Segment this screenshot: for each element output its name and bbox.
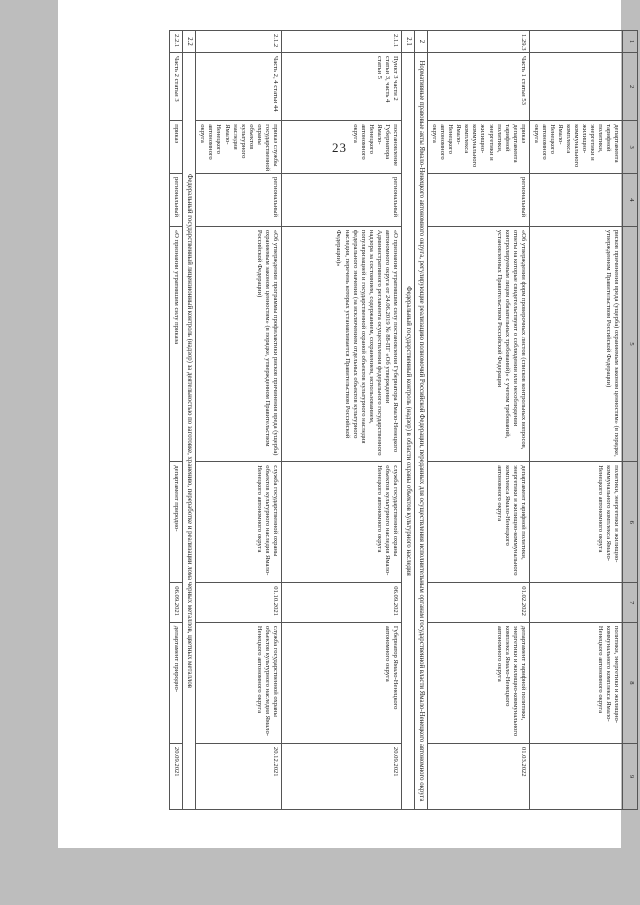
cell-basis: Часть 1 статьи 53: [428, 53, 529, 121]
cell-level: региональный: [170, 174, 183, 227]
table-row: [170, 31, 183, 810]
cell-date: 20.12.2021: [196, 743, 281, 809]
cell-date: 06.09.2021: [281, 583, 401, 623]
cell-date: 06.09.2021: [170, 583, 183, 623]
cell-level: [529, 174, 622, 227]
table-row: [529, 31, 622, 810]
table-row: [196, 31, 281, 810]
cell-level: региональный: [428, 174, 529, 227]
col-header: 8: [623, 622, 638, 743]
cell-act-type: департамента тарифной политики, энергетики и жилищно-коммунального комплекса Ямало-Ненецкого автономного округа: [529, 121, 622, 174]
section-number: 2: [415, 31, 428, 53]
col-header: 7: [623, 583, 638, 623]
document-page: [58, 0, 635, 848]
cell-responsible: департамент природно-: [170, 622, 183, 743]
cell-level: региональный: [281, 174, 401, 227]
cell-act-type: приказ службы государственной охраны объектов культурного наследия Ямало-Ненецкого автономного округа: [196, 121, 281, 174]
cell-name: «О признании утратившим силу постановления Губернатора Ямало-Ненецкого автономного округа от 24.06.2019 № 88-ПГ «Об утверждении Административного регламента осуществления федерального государственного надзора за состоянием, содержанием, сохранением, использованием, популяризацией и государственной охраной объектов культурного наследия федерального значения (за исключением отдельных объектов культурного наследия, перечень которых устанавливается Правительством Российской Федерации)»: [281, 226, 401, 461]
cell-date: 01.02.2022: [428, 583, 529, 623]
cell-basis: Часть 2, 4 статьи 44: [196, 53, 281, 121]
legislation-table: [169, 30, 638, 810]
cell-name: «О признании утратившим силу приказа: [170, 226, 183, 461]
cell-developer: служба государственной охраны объектов культурного наследия Ямало-Ненецкого автономного округа: [196, 462, 281, 583]
cell-id: 2.1.1: [281, 31, 401, 53]
col-header: 4: [623, 174, 638, 227]
cell-date: 20.09.2021: [281, 743, 401, 809]
cell-id: 1.29.3: [428, 31, 529, 53]
table-row: [428, 31, 529, 810]
cell-developer: департамент природно-: [170, 462, 183, 583]
cell-date: [529, 743, 622, 809]
col-header: 9: [623, 743, 638, 809]
col-header: 2: [623, 53, 638, 121]
section-title: Федеральный государственный контроль (надзор) в области охраны объектов культурного наследия: [401, 53, 414, 810]
cell-responsible: политики, энергетики и жилищно-коммунального комплекса Ямало-Ненецкого автономного округа: [529, 622, 622, 743]
page-number: 23: [332, 140, 347, 155]
col-header: 3: [623, 121, 638, 174]
col-header: 6: [623, 462, 638, 583]
col-header: 5: [623, 226, 638, 461]
cell-id: [529, 31, 622, 53]
cell-date: 01.03.2022: [428, 743, 529, 809]
cell-responsible: служба государственной охраны объектов культурного наследия Ямало-Ненецкого автономного округа: [196, 622, 281, 743]
header-row: [623, 31, 638, 810]
section-title: Федеральный государственный лицензионный контроль (надзор) за деятельностью по заготовке, хранению, переработке и реализации лома черных металлов, цветных металлов: [183, 53, 196, 810]
cell-name: рисков причинения вреда (ущерба) охраняемым законом ценностям» (в порядке, утвержденном Правительством Российской Федерации): [529, 226, 622, 461]
cell-act-type: постановление Губернатора Ямало-Ненецкого автономного округа: [281, 121, 401, 174]
col-header: 1: [623, 31, 638, 53]
cell-basis: [529, 53, 622, 121]
cell-level: региональный: [196, 174, 281, 227]
cell-id: 2.1.2: [196, 31, 281, 53]
section-title: Нормативные правовые акты Ямало-Ненецкого автономного округа, регулирующие реализацию полномочий Российской Федерации, переданных для осуществления исполнительным органам государственной власти Ямало-Ненецкого автономного округа: [415, 53, 428, 810]
cell-id: 2.2.1: [170, 31, 183, 53]
cell-act-type: приказ: [170, 121, 183, 174]
section-number: 2.2: [183, 31, 196, 53]
cell-responsible: департамент тарифной политики, энергетики и жилищно-коммунального комплекса Ямало-Ненецкого автономного округа: [428, 622, 529, 743]
cell-act-type: приказ департамента тарифной политики, энергетики и жилищно-коммунального комплекса Ямало-Ненецкого автономного округа: [428, 121, 529, 174]
cell-date: [529, 583, 622, 623]
cell-basis: Пункт 3 части 2 статьи 3, часть 4 статьи 5: [281, 53, 401, 121]
rotated-table-area: [148, 30, 638, 810]
cell-date: 20.09.2021: [170, 743, 183, 809]
cell-name: «Об утверждении форм проверочных листов (списков контрольных вопросов, ответы на которые свидетельствуют о соблюдении или несоблюдении контролируемым лицом обязательных требований)» с учетом требований, установленных Правительством Российской Федерации: [428, 226, 529, 461]
cell-developer: политики, энергетики и жилищно-коммунального комплекса Ямало-Ненецкого автономного округа: [529, 462, 622, 583]
cell-responsible: Губернатор Ямало-Ненецкого автономного округа: [281, 622, 401, 743]
cell-developer: департамент тарифной политики, энергетики и жилищно-коммунального комплекса Ямало-Ненецкого автономного округа: [428, 462, 529, 583]
table-row: [281, 31, 401, 810]
section-number: 2.1: [401, 31, 414, 53]
cell-date: 01.10.2021: [196, 583, 281, 623]
subsection-row: [401, 31, 414, 810]
cell-developer: служба государственной охраны объектов культурного наследия Ямало-Ненецкого автономного округа: [281, 462, 401, 583]
subsection-row: [183, 31, 196, 810]
cell-basis: Часть 2 статьи 3: [170, 53, 183, 121]
cell-name: «Об утверждении программы профилактики рисков причинения вреда (ущерба) охраняемым законом ценностям» (в порядке, утвержденном Правительством Российской Федерации): [196, 226, 281, 461]
section-row: [415, 31, 428, 810]
